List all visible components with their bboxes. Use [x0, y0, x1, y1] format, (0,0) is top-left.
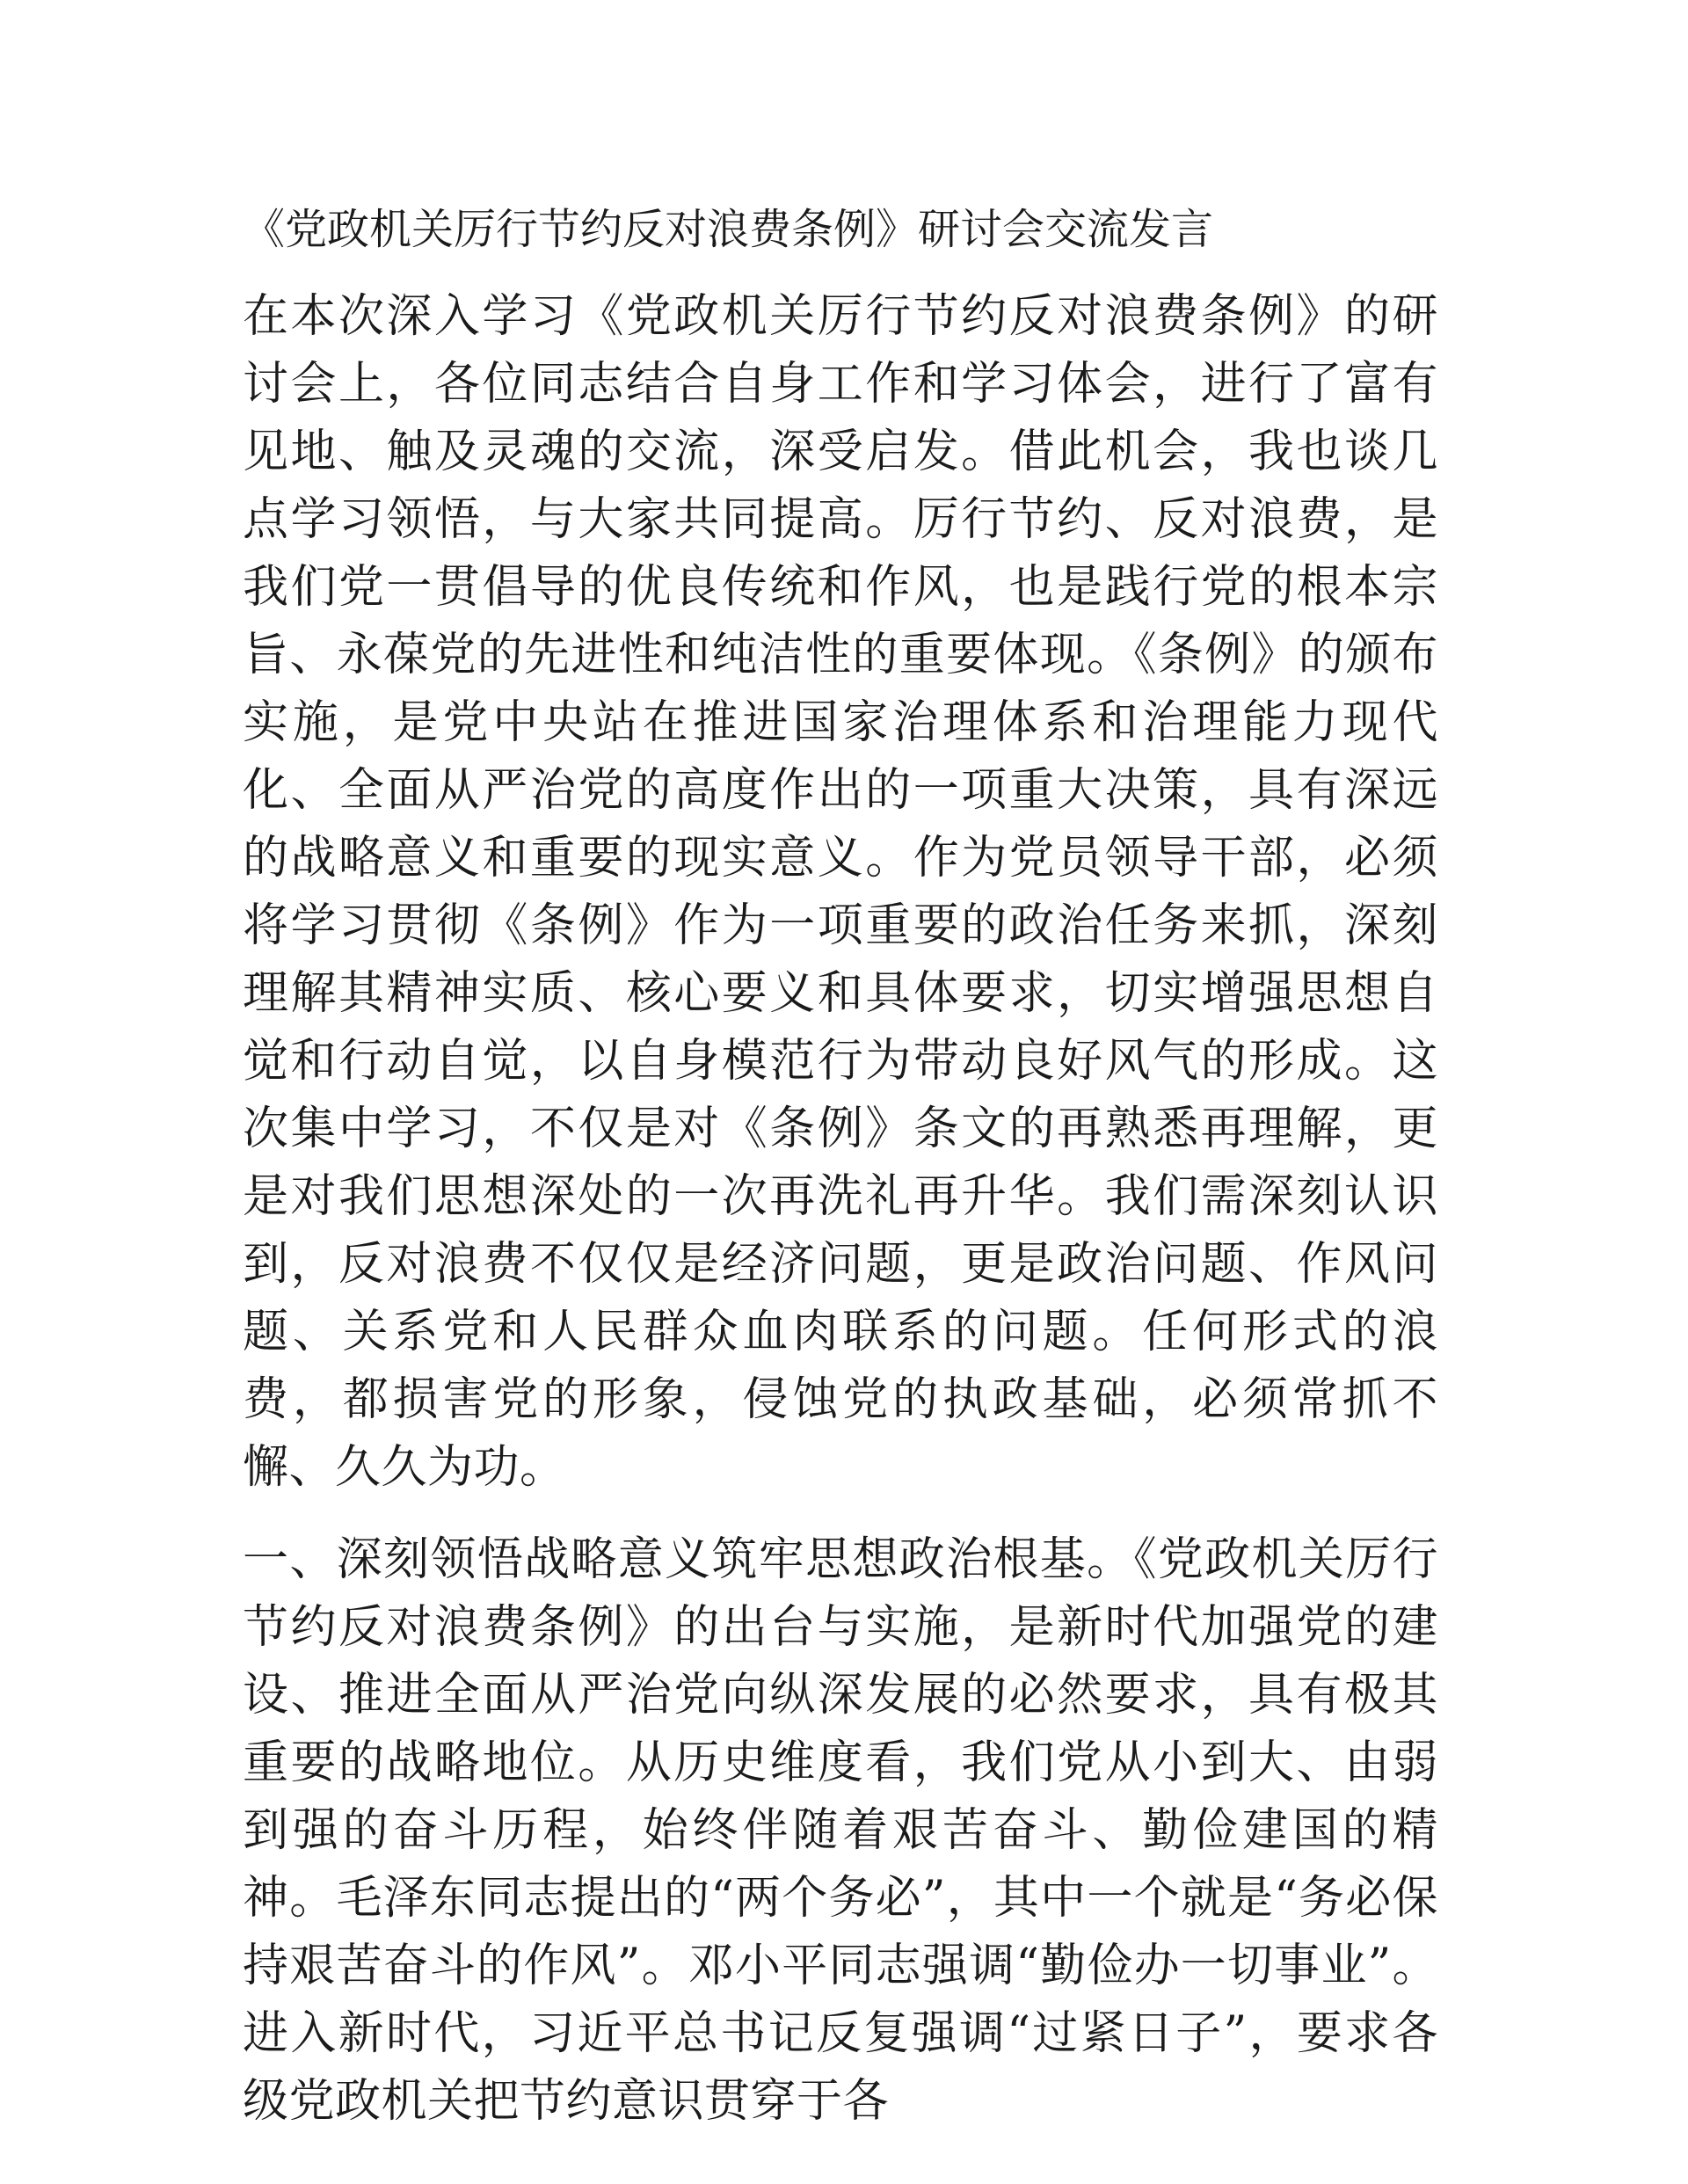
paragraph-section-one: 一、深刻领悟战略意义筑牢思想政治根基。《党政机关厉行节约反对浪费条例》的出台与实施，是新时代加强党的建设、推进全面从严治党向纵深发展的必然要求，具有极其重要的战略地位。从历史维度看，我们党从小到大、由弱到强的奋斗历程，始终伴随着艰苦奋斗、勤俭建国的精神。毛泽东同志提出的“两个务必”，其中一个就是“务必保持艰苦奋斗的作风”。邓小平同志强调“勤俭办一切事业”。进入新时代，习近平总书记反复强调“过紧日子”，要求各级党政机关把节约意识贯穿于各 [243, 1533, 1438, 2128]
document-page [243, 185, 1438, 2136]
paragraph-intro: 在本次深入学习《党政机关厉行节约反对浪费条例》的研讨会上，各位同志结合自身工作和学习体会，进行了富有见地、触及灵魂的交流，深受启发。借此机会，我也谈几点学习领悟，与大家共同提高。厉行节约、反对浪费，是我们党一贯倡导的优良传统和作风，也是践行党的根本宗旨、永葆党的先进性和纯洁性的重要体现。《条例》的颁布实施，是党中央站在推进国家治理体系和治理能力现代化、全面从严治党的高度作出的一项重大决策，具有深远的战略意义和重要的现实意义。作为党员领导干部，必须将学习贯彻《条例》作为一项重要的政治任务来抓，深刻理解其精神实质、核心要义和具体要求，切实增强思想自觉和行动自觉，以自身模范行为带动良好风气的形成。这次集中学习，不仅是对《条例》条文的再熟悉再理解，更是对我们思想深处的一次再洗礼再升华。我们需深刻认识到，反对浪费不仅仅是经济问题，更是政治问题、作风问题、关系党和人民群众血肉联系的问题。任何形式的浪费，都损害党的形象，侵蚀党的执政基础，必须常抓不懈、久久为功。 [243, 290, 1438, 1494]
document-title: 《党政机关厉行节约反对浪费条例》研讨会交流发言 [243, 205, 1214, 254]
